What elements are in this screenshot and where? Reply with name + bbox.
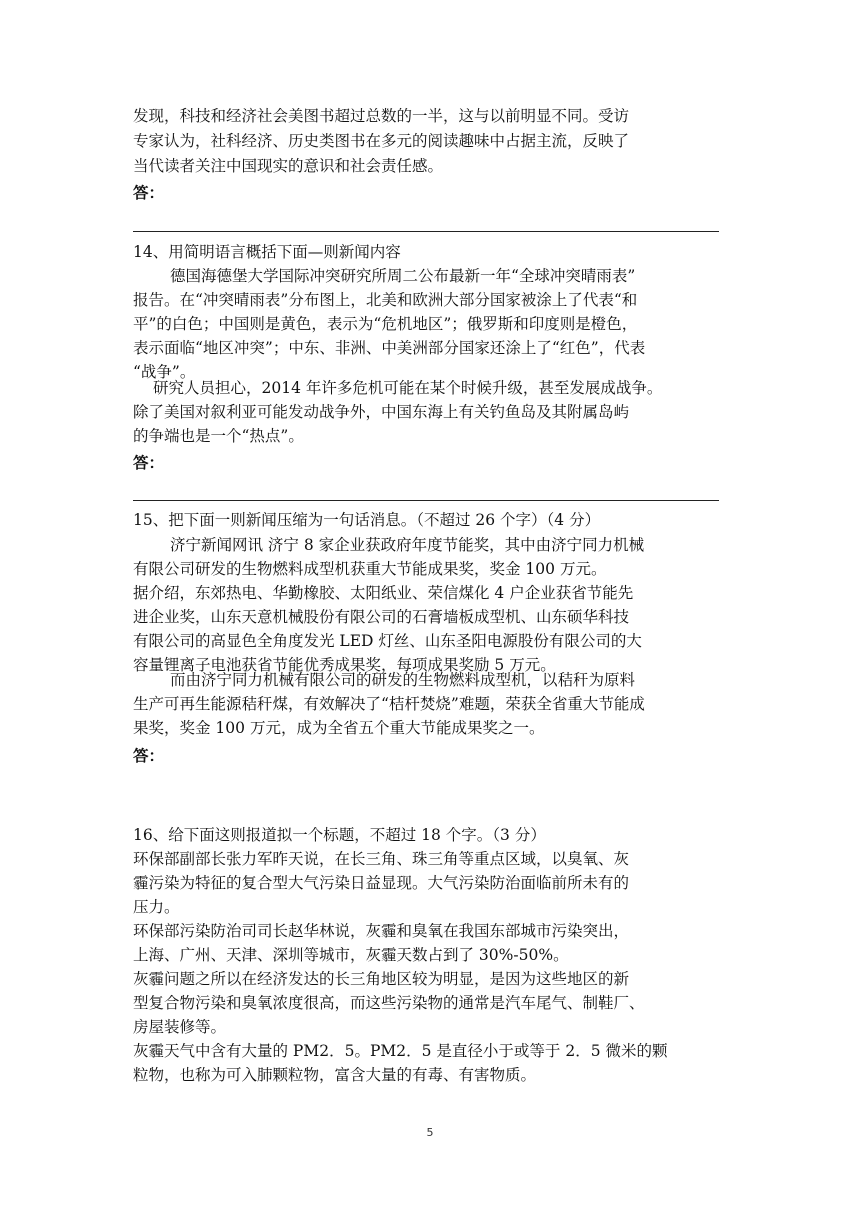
q14-paragraph-line: 的争端也是一个“热点”。 — [133, 427, 304, 445]
intro-line: 专家认为，社科经济、历史类图书在多元的阅读趣味中占据主流，反映了 — [133, 132, 630, 150]
q16-paragraph-line: 灰霾天气中含有大量的 PM2．5。PM2．5 是直径小于或等于 2．5 微米的颗 — [133, 1042, 668, 1060]
q14-paragraph-line: 德国海德堡大学国际冲突研究所周二公布最新一年“全球冲突晴雨表” — [170, 267, 636, 285]
intro-line: 当代读者关注中国现实的意识和社会责任感。 — [133, 157, 444, 175]
q16-paragraph-line: 霾污染为特征的复合型大气污染日益显现。大气污染防治面临前所未有的 — [133, 874, 630, 892]
answer-label: 答： — [133, 183, 165, 202]
q16-paragraph-line: 上海、广州、天津、深圳等城市，灰霾天数占到了 30%-50%。 — [133, 946, 569, 964]
q16-paragraph-line: 粒物，也称为可入肺颗粒物，富含大量的有毒、有害物质。 — [133, 1066, 537, 1084]
q14-paragraph-line: 平”的白色；中国则是黄色，表示为“危机地区”；俄罗斯和印度则是橙色， — [133, 315, 638, 333]
question-16-title: 16、给下面这则报道拟一个标题，不超过 18 个字。（3 分） — [133, 826, 546, 844]
q16-paragraph-line: 型复合物污染和臭氧浓度很高，而这些污染物的通常是汽车尾气、制鞋厂、 — [133, 994, 645, 1012]
question-15-title: 15、把下面一则新闻压缩为一句话消息。（不超过 26 个字）（4 分） — [133, 511, 601, 529]
answer-label: 答： — [133, 453, 165, 472]
answer-line — [133, 500, 719, 501]
q16-paragraph-line: 压力。 — [133, 898, 180, 916]
answer-line — [133, 231, 719, 232]
q15-paragraph-line: 济宁新闻网讯 济宁 8 家企业获政府年度节能奖，其中由济宁同力机械 — [170, 536, 645, 554]
q15-paragraph-line: 生产可再生能源秸秆煤，有效解决了“桔杆焚烧”难题，荣获全省重大节能成 — [133, 695, 645, 713]
q15-paragraph-line: 进企业奖，山东天意机械股份有限公司的石膏墙板成型机、山东硕华科技 — [133, 608, 630, 626]
q14-paragraph-line: “战争”。 — [133, 363, 196, 381]
q15-paragraph-line: 据介绍，东郊热电、华勤橡胶、太阳纸业、荣信煤化 4 户企业获省节能先 — [133, 584, 634, 602]
answer-label: 答： — [133, 746, 165, 765]
q15-paragraph-line: 有限公司研发的生物燃料成型机获重大节能成果奖，奖金 100 万元。 — [133, 560, 607, 578]
q14-paragraph-line: 表示面临“地区冲突”；中东、非洲、中美洲部分国家还涂上了“红色”，代表 — [133, 339, 646, 357]
q15-paragraph-line: 而由济宁同力机械有限公司的研发的生物燃料成型机，以秸秆为原料 — [170, 671, 636, 689]
q16-paragraph-line: 环保部污染防治司司长赵华林说，灰霾和臭氧在我国东部城市污染突出， — [133, 922, 630, 940]
q15-paragraph-line: 果奖，奖金 100 万元，成为全省五个重大节能成果奖之一。 — [133, 719, 545, 737]
q14-paragraph-line: 报告。在“冲突晴雨表”分布图上，北美和欧洲大部分国家被涂上了代表“和 — [133, 291, 638, 309]
q16-paragraph-line: 房屋装修等。 — [133, 1018, 227, 1036]
q14-paragraph-line: 除了美国对叙利亚可能发动战争外，中国东海上有关钓鱼岛及其附属岛屿 — [133, 403, 630, 421]
intro-line: 发现，科技和经济社会美图书超过总数的一半，这与以前明显不同。受访 — [133, 107, 630, 125]
q14-paragraph-line: 研究人员担心，2014 年许多危机可能在某个时候升级，甚至发展成战争。 — [153, 379, 663, 397]
page-number: 5 — [426, 1126, 434, 1139]
q16-paragraph-line: 环保部副部长张力军昨天说，在长三角、珠三角等重点区域，以臭氧、灰 — [133, 850, 630, 868]
q16-paragraph-line: 灰霾问题之所以在经济发达的长三角地区较为明显，是因为这些地区的新 — [133, 970, 630, 988]
q15-paragraph-line: 容量锂离子电池获省节能优秀成果奖，每项成果奖励 5 万元。 — [133, 656, 556, 674]
q15-paragraph-line: 有限公司的高显色全角度发光 LED 灯丝、山东圣阳电源股份有限公司的大 — [133, 632, 642, 650]
question-14-title: 14、用简明语言概括下面—则新闻内容 — [133, 243, 401, 261]
